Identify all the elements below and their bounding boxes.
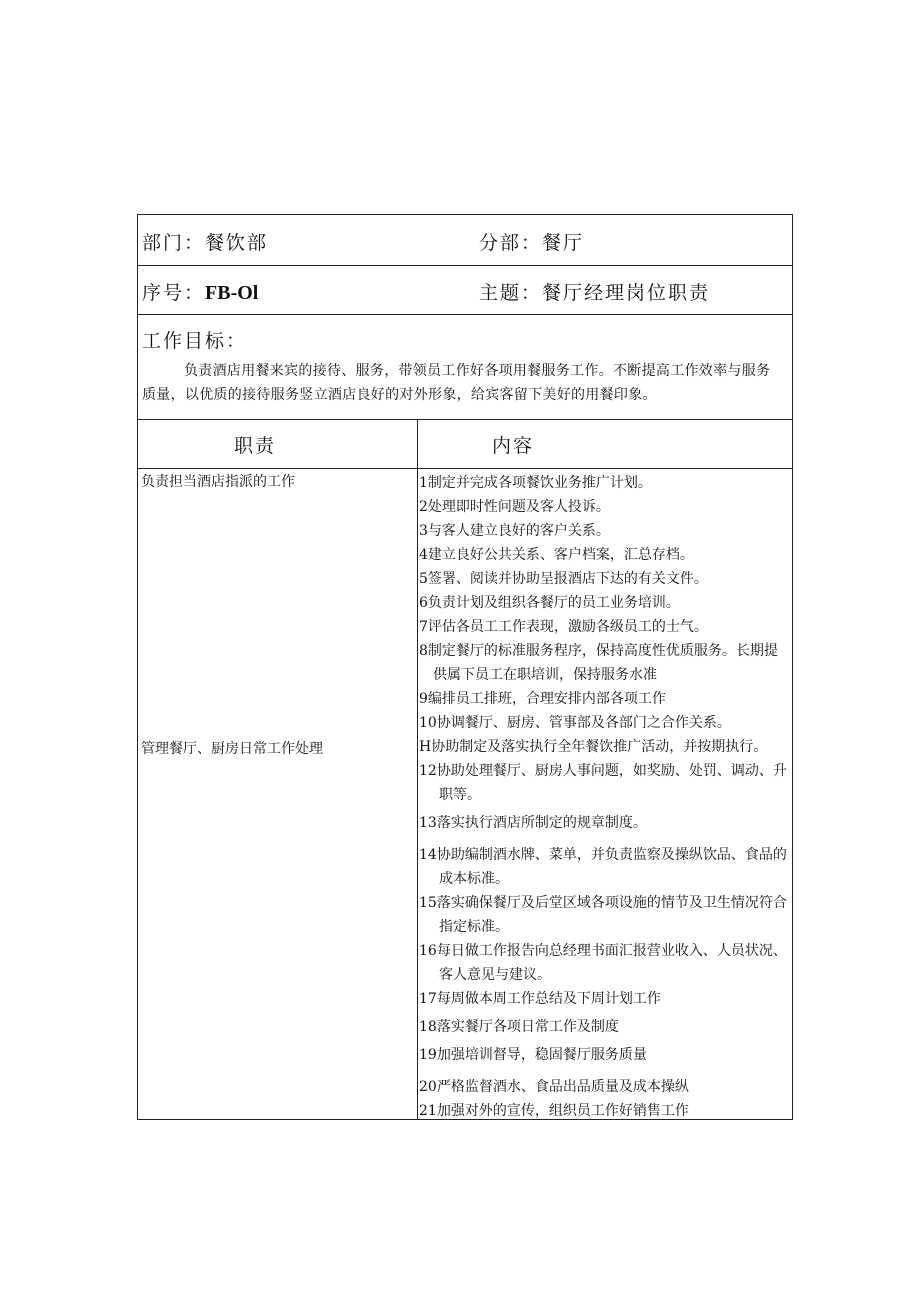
list-item: 21加强对外的宣传，组织员工作好销售工作: [419, 1103, 689, 1119]
job-description-form: [137, 214, 793, 1120]
list-item: 15落实确保餐厅及后堂区域各项设施的情节及卫生情况符合指定标准。: [419, 895, 787, 935]
list-item: 1制定并完成各项餐饮业务推广计划。: [419, 475, 652, 491]
list-item: 8制定餐厅的标准服务程序，保持高度性优质服务。长期提供属下员工在职培训，保持服务水准: [419, 643, 778, 683]
department-label: 部门：餐饮部: [142, 232, 269, 254]
list-item: 5签署、阅读并协助呈报酒店下达的有关文件。: [419, 571, 708, 587]
list-item: 6负责计划及组织各餐厅的员工业务培训。: [419, 595, 680, 611]
list-item: 16每日做工作报告向总经理书面汇报营业收入、人员状况、客人意见与建议。: [419, 943, 787, 983]
list-item: 19加强培训督导，稳固餐厅服务质量: [419, 1047, 647, 1063]
department-row: [138, 215, 792, 266]
list-item: 17每周做本周工作总结及下周计划工作: [419, 991, 661, 1007]
list-item: H协助制定及落实执行全年餐饮推广活动，并按期执行。: [419, 739, 768, 755]
content-list: [419, 471, 791, 1120]
table-header-row: [138, 419, 792, 469]
list-item: 10协调餐厅、厨房、管事部及各部门之合作关系。: [419, 715, 731, 731]
column-header-content: 内容: [492, 435, 535, 457]
list-item: 4建立良好公共关系、客户档案，汇总存档。: [419, 547, 694, 563]
column-header-duty: 职责: [234, 435, 277, 457]
duty-cell: 管理餐厅、厨房日常工作处理: [141, 741, 323, 757]
serial-number: [142, 278, 258, 305]
list-item: 3与客人建立良好的客户关系。: [419, 523, 610, 539]
duty-cell: 负责担当酒店指派的工作: [141, 474, 295, 490]
list-item: 7评估各员工工作表现，激励各级员工的士气。: [419, 619, 708, 635]
column-divider: [417, 419, 418, 1119]
division-label: 分部：餐厅: [479, 232, 585, 254]
goal-section: [138, 314, 792, 420]
list-item: 20严格监督酒水、食品出品质量及成本操纵: [419, 1079, 689, 1095]
list-item: 9编排员工排班，合理安排内部各项工作: [419, 691, 666, 707]
list-item: 14协助编制酒水牌、菜单，并负责监察及操纵饮品、食品的成本标准。: [419, 847, 787, 887]
serial-prefix: 序号：: [142, 282, 206, 304]
goal-title: 工作目标：: [142, 330, 248, 352]
subject-label: 主题：餐厅经理岗位职责: [479, 282, 711, 304]
list-item: 2处理即时性问题及客人投诉。: [419, 499, 610, 515]
list-item: 13落实执行酒店所制定的规章制度。: [419, 815, 647, 831]
list-item: 12协助处理餐厅、厨房人事问题，如奖励、处罚、调动、升职等。: [419, 763, 787, 803]
goal-text: 负责酒店用餐来宾的接待、服务，带领员工作好各项用餐服务工作。不断提高工作效率与服务质量，以优质的接待服务竖立酒店良好的对外形象，给宾客留下美好的用餐印象。: [142, 363, 771, 403]
list-item: 18落实餐厅各项日常工作及制度: [419, 1019, 619, 1035]
serial-code: FB-Ol: [205, 282, 259, 304]
serial-row: [138, 265, 792, 315]
